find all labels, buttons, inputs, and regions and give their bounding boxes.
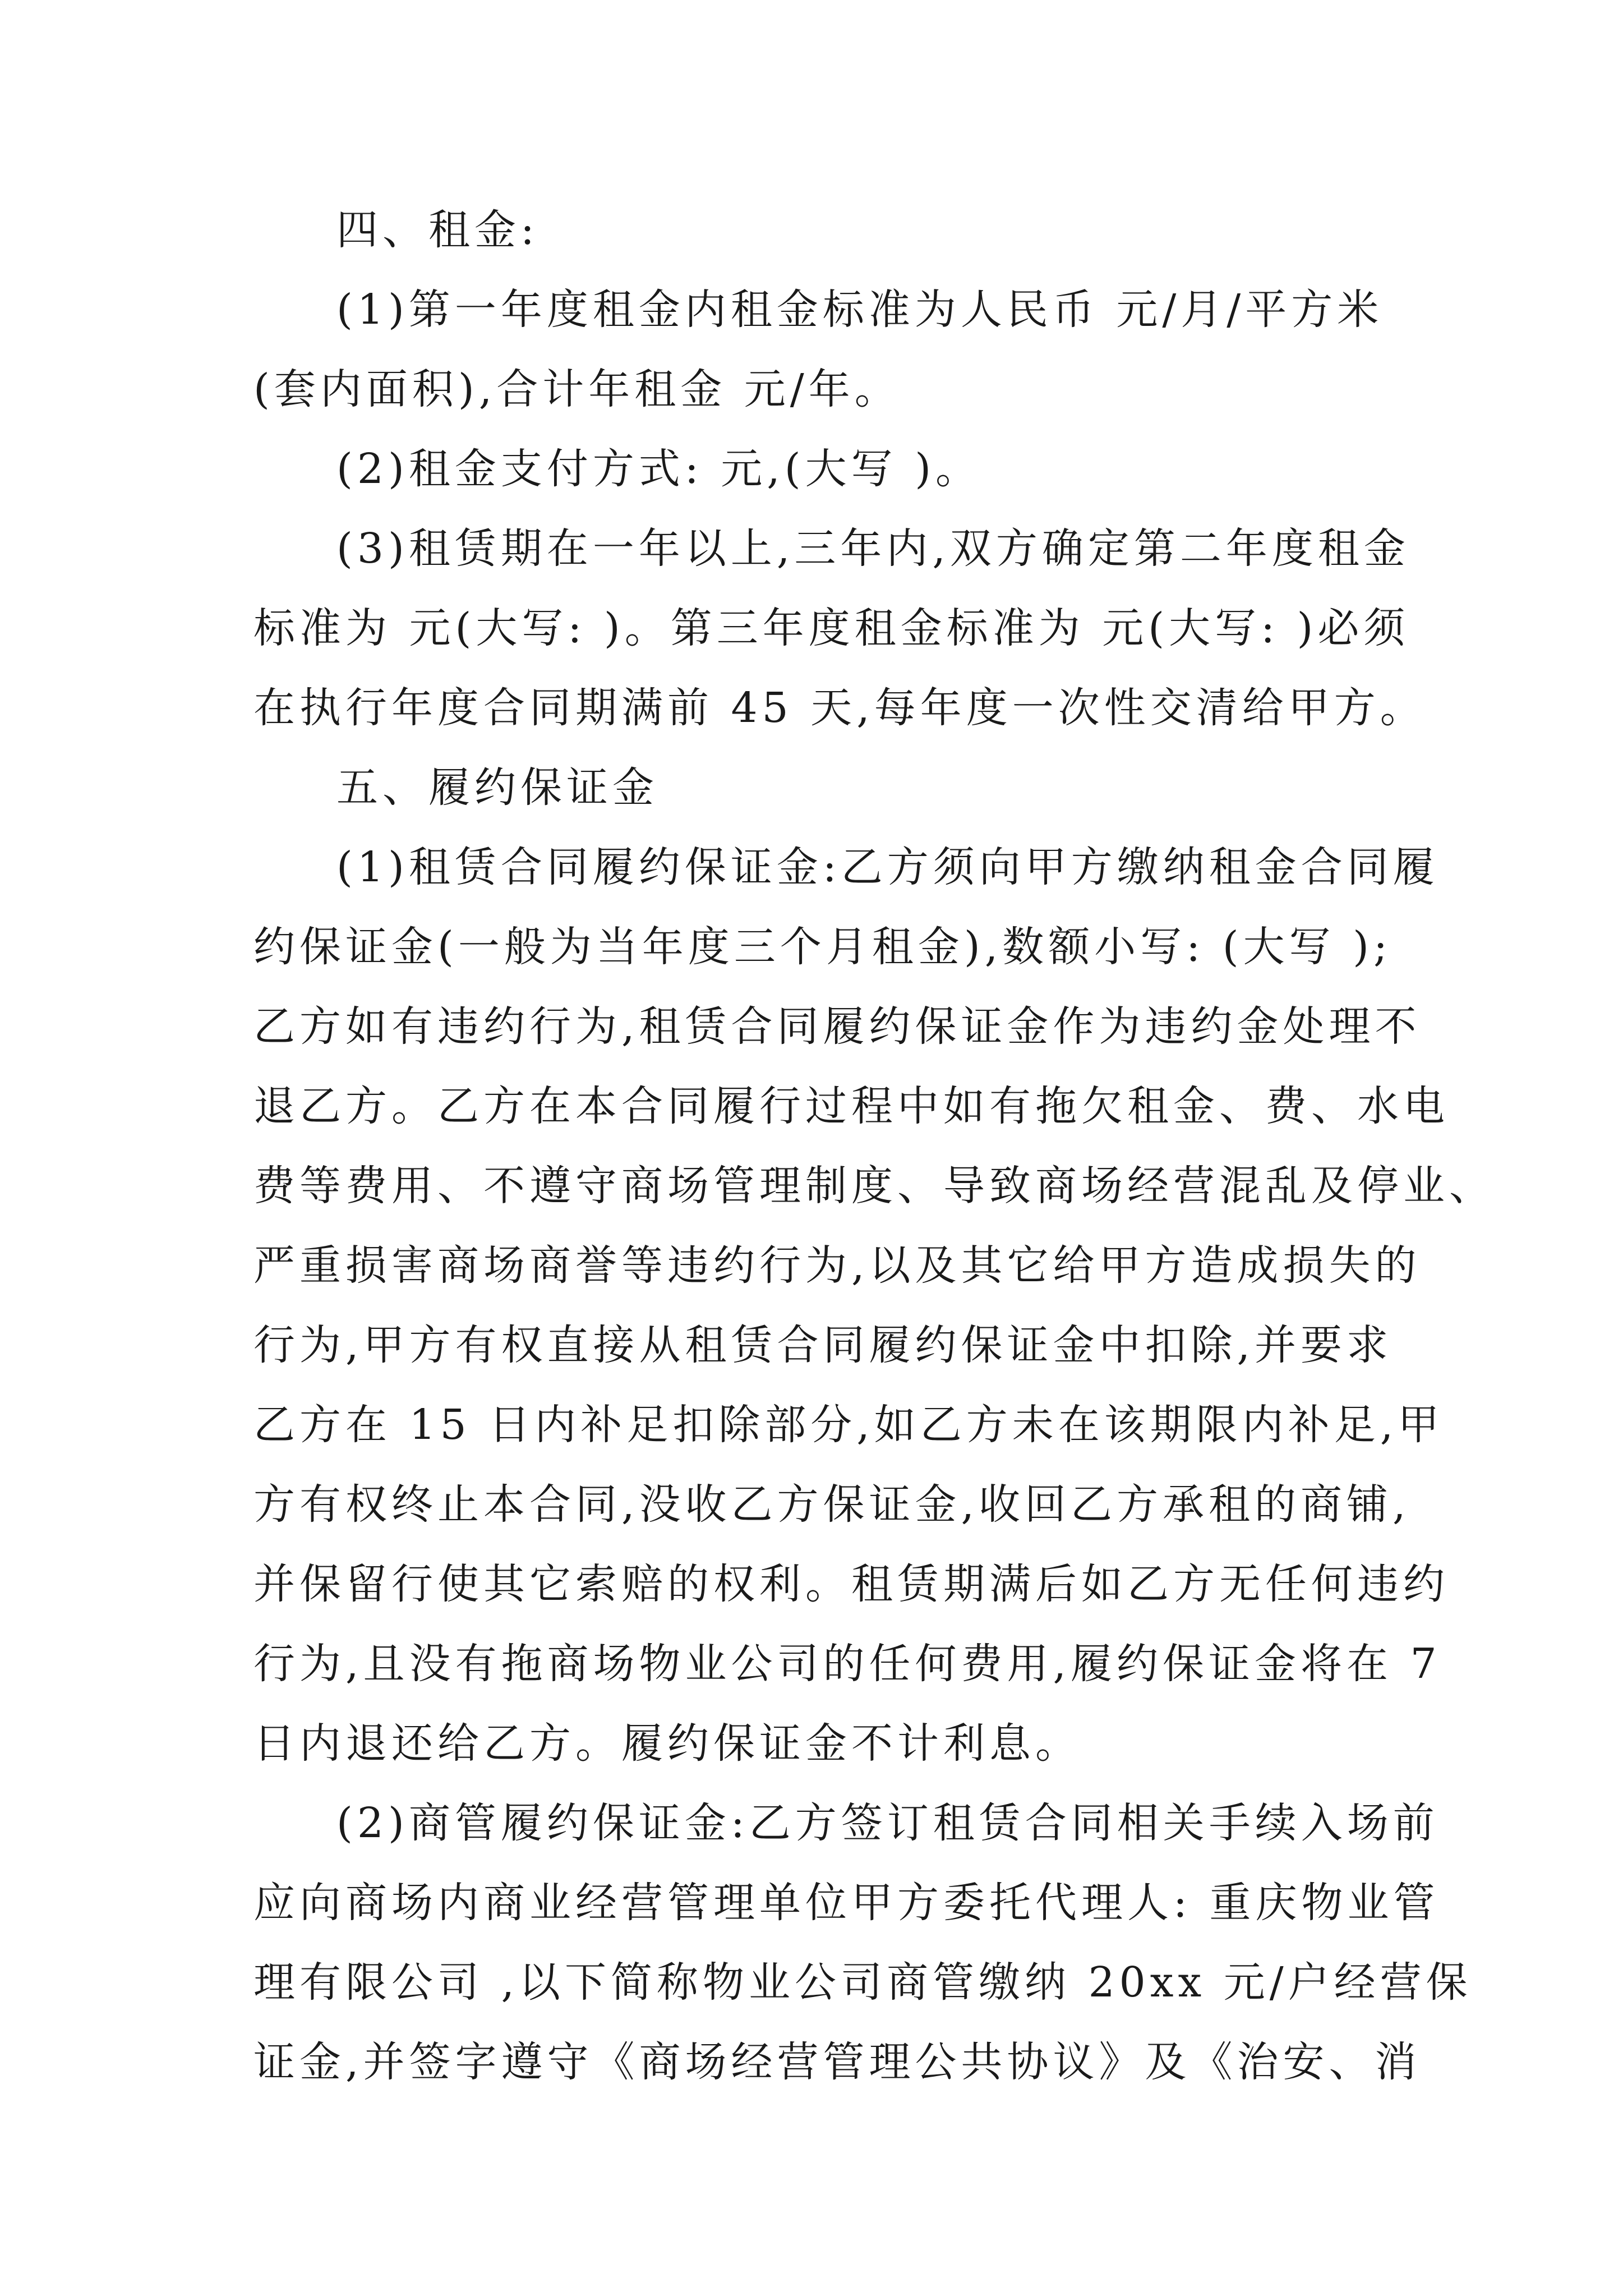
- paragraph-line: 证金,并签字遵守《商场经营管理公共协议》及《治安、消: [253, 2038, 1421, 2086]
- paragraph-line: 在执行年度合同期满前 45 天,每年度一次性交清给甲方。: [253, 684, 1426, 732]
- paragraph-line: (2)商管履约保证金:乙方签订租赁合同相关手续入场前: [336, 1799, 1439, 1847]
- paragraph-line: 乙方在 15 日内补足扣除部分,如乙方未在该期限内补足,甲: [253, 1401, 1444, 1449]
- paragraph-line: (1)租赁合同履约保证金:乙方须向甲方缴纳租金合同履: [336, 843, 1439, 891]
- section-heading-rent: 四、租金:: [336, 206, 539, 254]
- paragraph-line: (1)第一年度租金内租金标准为人民币 元/月/平方米: [336, 286, 1384, 334]
- paragraph-line: 严重损害商场商誉等违约行为,以及其它给甲方造成损失的: [253, 1241, 1421, 1290]
- paragraph-line: 方有权终止本合同,没收乙方保证金,收回乙方承租的商铺,: [253, 1480, 1410, 1529]
- paragraph-line: 行为,甲方有权直接从租赁合同履约保证金中扣除,并要求: [253, 1321, 1393, 1369]
- paragraph-line: 费等费用、不遵守商场管理制度、导致商场经营混乱及停业、: [253, 1162, 1495, 1210]
- paragraph-line: 乙方如有违约行为,租赁合同履约保证金作为违约金处理不: [253, 1002, 1421, 1051]
- paragraph-line: 退乙方。乙方在本合同履行过程中如有拖欠租金、费、水电: [253, 1082, 1449, 1130]
- paragraph-line: (套内面积),合计年租金 元/年。: [253, 365, 901, 413]
- paragraph-line: 日内退还给乙方。履约保证金不计利息。: [253, 1719, 1081, 1768]
- paragraph-line: (3)租赁期在一年以上,三年内,双方确定第二年度租金: [336, 524, 1410, 573]
- paragraph-line: 行为,且没有拖商场物业公司的任何费用,履约保证金将在 7: [253, 1640, 1441, 1688]
- paragraph-line: 理有限公司 ,以下简称物业公司商管缴纳 20xx 元/户经营保: [253, 1958, 1472, 2007]
- paragraph-line: (2)租金支付方式: 元,(大写 )。: [336, 445, 982, 493]
- paragraph-line: 约保证金(一般为当年度三个月租金),数额小写: (大写 );: [253, 923, 1392, 971]
- section-heading-deposit: 五、履约保证金: [336, 763, 658, 812]
- paragraph-line: 并保留行使其它索赔的权利。租赁期满后如乙方无任何违约: [253, 1560, 1449, 1608]
- paragraph-line: 标准为 元(大写: )。第三年度租金标准为 元(大写: )必须: [253, 604, 1410, 652]
- paragraph-line: 应向商场内商业经营管理单位甲方委托代理人: 重庆物业管: [253, 1879, 1440, 1927]
